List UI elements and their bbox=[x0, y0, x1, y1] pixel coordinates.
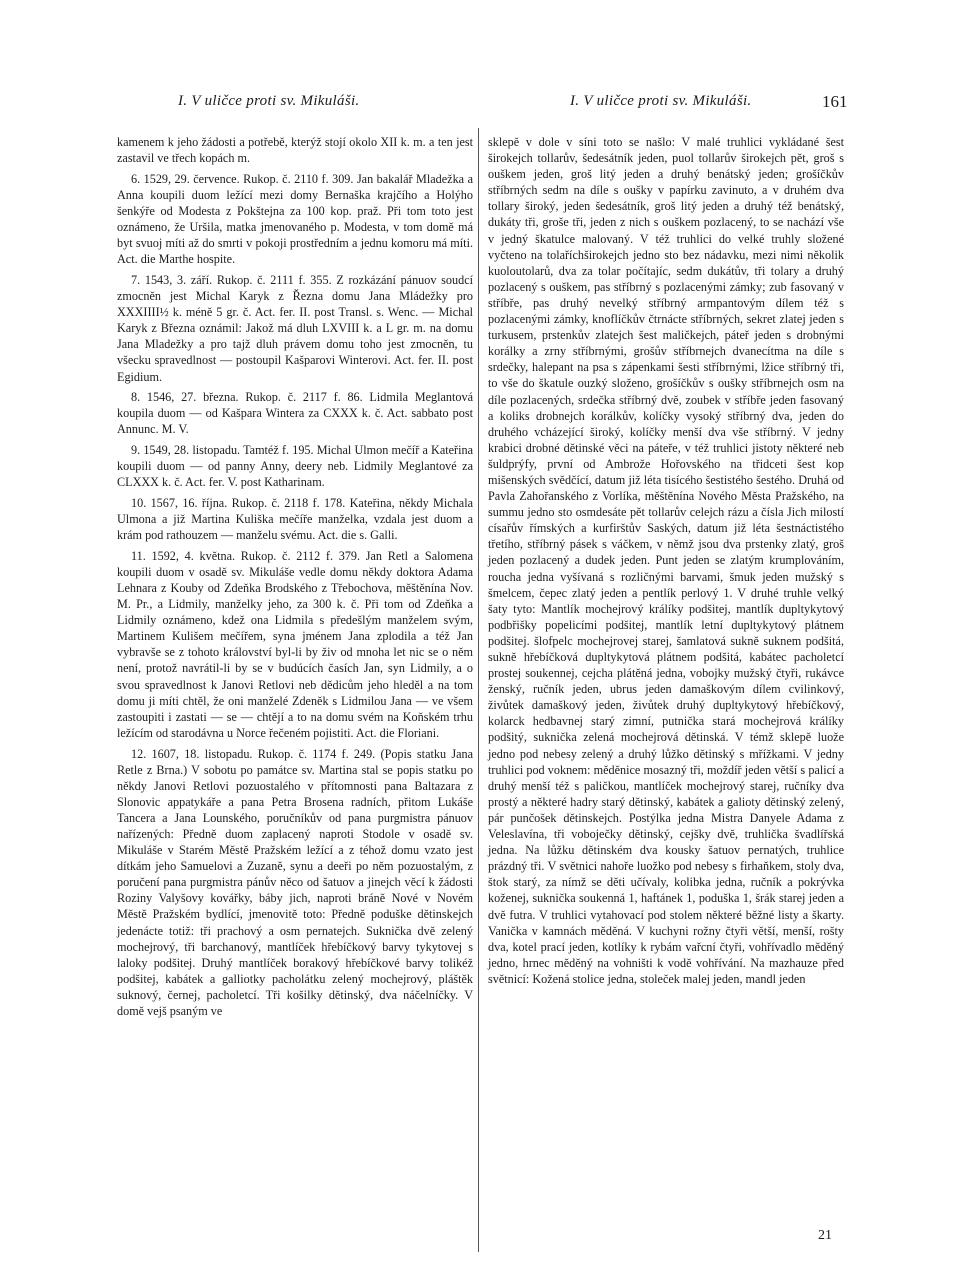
paragraph: kamenem k jeho žádosti a potřebě, kterýž stojí okolo XII k. m. a ten jest zastavil ve třech kopách m. bbox=[117, 135, 473, 166]
running-header-left: I. V uličce proti sv. Mikuláši. bbox=[178, 93, 360, 109]
column-divider bbox=[478, 128, 479, 1252]
paragraph: 8. 1546, 27. března. Rukop. č. 2117 f. 86. Lidmila Meglantová koupila duom — od Kašpara Wintera za CXXX k. č. Act. sabbato post Annunc. M. V. bbox=[117, 390, 473, 437]
left-column bbox=[117, 134, 473, 1024]
page-number: 161 bbox=[822, 92, 848, 111]
paragraph: 10. 1567, 16. října. Rukop. č. 2118 f. 178. Kateřina, někdy Michala Ulmona a již Martina Kuliška mečíře manželka, vzdala jest duom a krám pod rathouzem — manželu svému. Act. die s. Galli. bbox=[117, 495, 473, 543]
paragraph: 12. 1607, 18. listopadu. Rukop. č. 1174 f. 249. (Popis statku Jana Retle z Brna.) V sobotu po památce sv. Martina stal se popis statku po někdy Janovi Retlovi pozuostalého v přítomnosti pana Baltazara z Slonovic appatykáře a pana Petra Brosena radních, přitom Lukáše Tancera a Jana Lounského, poručníkův od pana purgmistra pánuov nařízených: Předně duom zaplacený naproti Stodole v osadě sv. Mikuláše v Starém Městě Pražském ležící a z téhož domu vzato jest dítkám jeho Samuelovi a Zuzaně, synu a deeři po něm pozuostalým, z poručení pana purgmistra pánův něco od šatuov a jinejch věcí k žádosti Roziny Valyšovy kovářky, báby jich, naproti bráně Nové v Novém Městě Pražském bydlící, jmenovitě toto: Předně poduške dětinskejch jedenácte totiž: tři prachový a osm pernatejch. Suknička dvě zelený mochejrový, tři barchanový, mantlíček hřebíčkový barvy tykytovej s laloky podšitej. Druhý mantlíček borakový hřebíčkové barvy tolikéž podšitej, kabátek a galliotky pacholátku zelený mochejrový, pláštěk suknový, černej, pacholetcí. Tři košilky dětinský, dva náčelníčky. V domě vejš psaným ve bbox=[117, 746, 473, 1019]
paragraph: 9. 1549, 28. listopadu. Tamtéž f. 195. Michal Ulmon mečíř a Kateřina koupili duom — od panny Anny, deery neb. Lidmily Meglantové za CLXXX k. č. Act. fer. V. post Katharinam. bbox=[117, 443, 473, 490]
paragraph: 11. 1592, 4. května. Rukop. č. 2112 f. 379. Jan Retl a Salomena koupili duom v osadě sv. Mikuláše vedle domu někdy doktora Adama Lehnara z Kouby od Zdeňka Brodského z Třebochova, měštěnína Nov. M. Pr., a Lidmily, manželky jeho, za 300 k. č. Při tom od Zdeňka a Lidmily oznámeno, kdež ona Lidmila s předešlým manželem svým, Martinem Kulišem mečířem, syna jménem Jana zplodila a též Jan vybravše se z tohoto království byl-li by živ od mnoha let nic se o něm není, protož navrátil-li by se v budúcích časích Jan, syn Lidmily, a o svou spravedlnost k Janovi Retlovi neb dědicům jeho hleděl a na tom domu ji míti chtěl, že oni manželé Zdeněk s Lidmilou Jana — ve všem zastoupiti i zastati — se — chtějí a to na domu svém na Koňském trhu ležícím od starodávna u Norce řečeném pojistiti. Act. die Floriani. bbox=[117, 548, 473, 740]
paragraph: sklepě v dole v síni toto se našlo: V malé truhlici vykládané šest širokejch tollarův, šedesátník jeden, puol tollarův širokejch pět, groš s ouškem jeden, groš litý jeden a druhý benátský jeden; grošíčkův stříbrných sedm na díle s oušky v papírku zavinuto, a v druhém dva tollary široký, jeden šedesátník, groš litý jeden a druhý též benátský, dukáty tři, groše tři, jeden z nich s ouškem pozlacený, to se nachází vše v jedný škatulce malovaný. V též truhlici do velké truhly složené vyčteno na tolaříchširokejch jedno sto bez nádavku, mezi nimi několik kuoloutolarů, dva za tolar počítajíc, sedm dukátův, tři tolary a druhý pozlacený s ouškem, pas stříbrný s pozlacenými zámky; zub fasovaný v stříbře, pas druhý nevelký stříbrný armpantovým dílem též s pozlacenými zámky, knoflíčkův čtrnácte stříbrných, sekret zlatej jeden s turkusem, prstenkův zlatejch šest maličkejch, páteř jeden s drobnými korálky a zrny stříbrnými, grošův stříbrnejch dvanecítma na díle s srdečky, halepant na psa s zápenkami šesti stříbrnými, lžice stříbrný tři, to vše do škatule ouzký složeno, grošíčkův s oušky stříbrnejch osm na díle pozlacených, srdečka stříbrný dvě, zoubek v stříbře jeden fasovaný a koliks drobnejch korálkův, kolíčky vysoký stříbrný dva, jeden do druhého vcházející široký, kolíčky menší dva vše stříbrný. V jedny krabici drobné dětinské věci na páteře, v též truhlici jistoty některé neb šuldprýfy, první od Ambrože Hořovského na třidceti šest kop mišenských svědčící, datum již léta tisícého šestistého šestého. Druhá od Pavla Zahořanského z Vorlíka, měštěnína Nového Města Pražského, na summu jedno sto osmdesáte pět tollarův celejch rázu a čísla Jich milostí císařův římských a kurfirštův Saských, datum již léta šestnáctistého třetího, stříbrný pásek s váčkem, v němž jsou dva prstenky zlatý, groš jeden pozlacený a dudek jeden. Punt jeden se zlatým krumplováním, roucha jedna vyšívaná s rozličnými barvami, šmuk jeden mužský s šmelcem, čepec zlatý jeden a pentlík perlový 1. V druhé truhle velký šaty tyto: Mantlík mochejrový králíky podšitej, mantlík dupltykytový podbřišky popelicími podšitej, mantlík letní dupltykytový plátnem podšitej. šlofpelc mochejrovej starej, šamlatová sukně suknem podšitá, sukně hřebíčková dupltykytová plátnem podšitá, kabátec pacholetcí prostej soukennej, cejcha plátěná jedna, vobojky mužský čtyři, rukávce ženský, ručník jeden, ubrus jeden damaškovým dílem cvilinkový, živůtek damaškový jeden, živůtek druhý dupltykytový hřebíčkový, kolarck hedbavnej starý zimní, putnička stará mochejrová králíky podšitý, suknička zelená mochejrová dětinská. V témž sklepě luože jedno pod nebesy zelený a druhý lůžko dětinský s mřížkami. V jedny truhlici pod voknem: měděnice mosazný tři, moždíř jeden větší s palicí a druhý menší též s paličkou, mantlíček mochejrový starej, ručníky dva prostý a některé hadry starý dětinský, kabátek a galioty dětinský zelený, pár punčošek dětinskejch. Postýlka jedna Mistra Danyele Adama z Veleslavína, tři voboječky dětinský, cejšky dvě, truhlička švadlířská jedna. Na lůžku dětinském dva kousky šatuov pernatých, truhlice prázdný tři. V světnici nahoře luožko pod nebesy s firhaňkem, stoly dva, štok starý, za nímž se děti učívaly, kolibka jedna, ručník a pokrývka koženej, suknička soukenná 1, haftánek 1, poduška 1, šrák starej jeden a dvě futra. V truhlici vytahovací pod stolem některé běžné listy a škarty. Vanička v kamnách měděná. V kuchyni rožny čtyři větší, menší, rošty dva, kotel prací jeden, kotlíky k rybám vařcní čtyři, vohřívadlo měděný jedno, hrnec měděný na vohništi k vodě vohřívání. Na mazhauze před světnicí: Kožená stolice jedna, stoleček malej jeden, mandl jeden bbox=[488, 135, 844, 986]
right-column bbox=[488, 134, 844, 992]
paragraph: 7. 1543, 3. září. Rukop. č. 2111 f. 355. Z rozkázání pánuov soudcí zmocněn jest Michal Karyk z Řezna domu Jana Mládežky pro XXXIIII½ k. méně 5 gr. č. Act. fer. II. post Transl. s. Wenc. — Michal Karyk z Března oznámil: Jakož má dluh LXVIII k. a L gr. m. na domu Jana Mladežky a pro tajž dluh právem domu toho jest zmocněn, tu všecku spravedlnost — postoupil Kašparovi Winterovi. Act. fer. II. post Egidium. bbox=[117, 272, 473, 384]
running-header-right: I. V uličce proti sv. Mikuláši. bbox=[570, 93, 752, 109]
signature-mark: 21 bbox=[818, 1228, 832, 1243]
paragraph: 6. 1529, 29. července. Rukop. č. 2110 f. 309. Jan bakalář Mladežka a Anna koupili duom ležící mezi domy Bernaška krajčího a Holýho šenkýře od Modesta z Pokštejna za 100 kop. praž. Při tom toto jest oznámeno, že Uršila, matka jmenovaného p. Modesta, v tom domě má byt svuoj míti až do smrti v pokoji prostředním a jednu komoru má míti. Act. die Marthe hospite. bbox=[117, 171, 473, 267]
